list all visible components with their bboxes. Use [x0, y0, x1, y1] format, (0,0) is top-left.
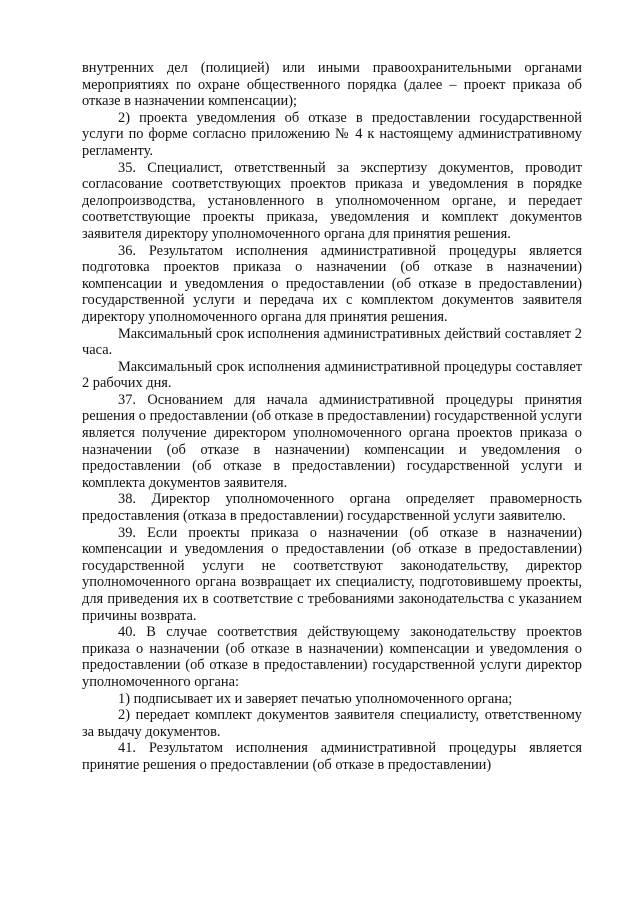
paragraph-max-time-procedure: Максимальный срок исполнения административной процедуры составляет 2 рабочих дня.: [82, 358, 582, 392]
paragraph-36: 36. Результатом исполнения административной процедуры является подготовка проектов приказа о назначении (об отказе в назначении) компенсации и уведомления о предоставлении (об отказе в предоставлении) государственной услуги и передача их с комплектом документов заявителя директору уполномоченного органа для принятия решения.: [82, 242, 582, 325]
paragraph-35: 35. Специалист, ответственный за экспертизу документов, проводит согласование соответствующих проектов приказа и уведомления в порядке делопроизводства, установленного в уполномоченном органе, и передает соответствующие проекты приказа, уведомления и комплект документов заявителя директору уполномоченного органа для принятия решения.: [82, 159, 582, 242]
paragraph-continuation: внутренних дел (полицией) или иными правоохранительными органами мероприятиях по охране общественного порядка (далее – проект приказа об отказе в назначении компенсации);: [82, 60, 582, 110]
paragraph-item-2: 2) проекта уведомления об отказе в предоставлении государственной услуги по форме согласно приложению № 4 к настоящему административному регламенту.: [82, 109, 582, 159]
paragraph-40-item-2: 2) передает комплект документов заявителя специалисту, ответственному за выдачу документов.: [82, 707, 582, 740]
paragraph-40: 40. В случае соответствия действующему законодательству проектов приказа о назначении (об отказе в назначении) компенсации и уведомления о предоставлении (об отказе в предоставлении) государственной услуги директор уполномоченного органа:: [82, 624, 582, 690]
paragraph-41: 41. Результатом исполнения административной процедуры является принятие решения о предоставлении (об отказе в предоставлении): [82, 740, 582, 773]
paragraph-max-time-actions: Максимальный срок исполнения административных действий составляет 2 часа.: [82, 325, 582, 359]
paragraph-39: 39. Если проекты приказа о назначении (об отказе в назначении) компенсации и уведомления о предоставлении (об отказе в предоставлении) государственной услуги не соответствуют законодательству, директор уполномоченного органа возвращает их специалисту, подготовившему проекты, для приведения их в соответствие с требованиями законодательства с указанием причины возврата.: [82, 524, 582, 624]
paragraph-40-item-1: 1) подписывает их и заверяет печатью уполномоченного органа;: [118, 690, 513, 707]
paragraph-38: 38. Директор уполномоченного органа определяет правомерность предоставления (отказа в предоставлении) государственной услуги заявителю.: [82, 491, 582, 525]
paragraph-37: 37. Основанием для начала административной процедуры принятия решения о предоставлении (об отказе в предоставлении) государственной услуги является получение директором уполномоченного органа проектов приказа о назначении (об отказе в назначении) компенсации и уведомления о предоставлении (об отказе в предоставлении) государственной услуги и комплекта документов заявителя.: [82, 391, 582, 491]
document-page: [82, 60, 582, 774]
